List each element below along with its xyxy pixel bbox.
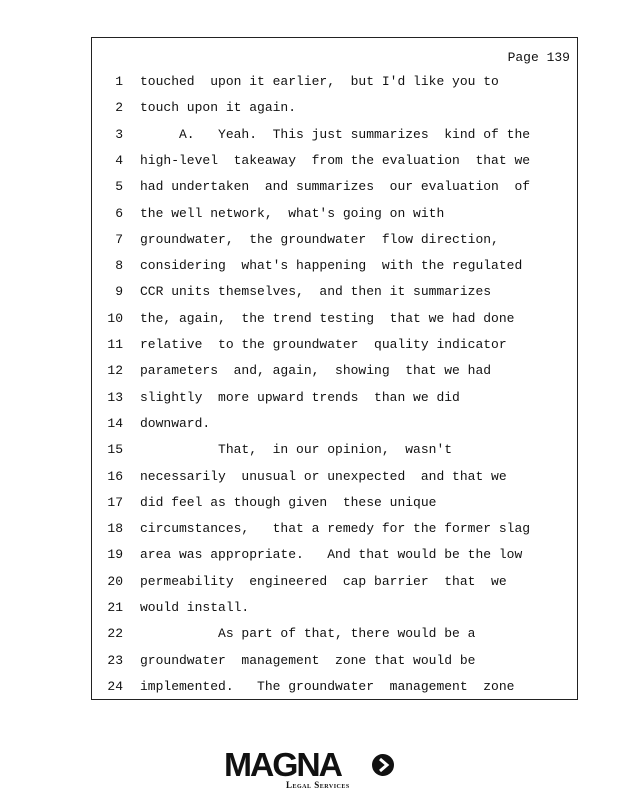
transcript-line	[92, 337, 577, 363]
transcript-line	[92, 679, 577, 705]
line-text: permeability engineered cap barrier that we	[140, 573, 507, 589]
transcript-line	[92, 442, 577, 468]
logo-subtitle: Legal Services	[286, 780, 350, 790]
transcript-line	[92, 469, 577, 495]
transcript-line	[92, 127, 577, 153]
line-text: considering what's happening with the regulated	[140, 258, 523, 274]
line-text: CCR units themselves, and then it summarizes	[140, 284, 492, 300]
transcript-line	[92, 547, 577, 573]
transcript-line	[92, 521, 577, 547]
line-number: 12	[107, 363, 123, 379]
line-number: 6	[115, 205, 123, 221]
line-text: downward.	[140, 415, 211, 431]
line-text: circumstances, that a remedy for the former slag	[140, 521, 531, 537]
line-number: 2	[115, 100, 123, 116]
line-number: 11	[107, 337, 123, 352]
transcript-line	[92, 390, 577, 416]
transcript-line	[92, 311, 577, 337]
line-number: 3	[115, 126, 123, 142]
line-text: the well network, what's going on with	[140, 205, 445, 221]
transcript-line	[92, 258, 577, 284]
line-number: 22	[107, 626, 123, 642]
line-text: had undertaken and summarizes our evaluation of	[140, 179, 531, 195]
line-number: 7	[115, 231, 123, 247]
transcript-line	[92, 100, 577, 126]
page-number: Page 139	[507, 50, 570, 65]
line-number: 10	[107, 310, 123, 326]
line-number: 16	[107, 468, 123, 484]
transcript-line	[92, 416, 577, 442]
transcript-line	[92, 206, 577, 232]
transcript-line	[92, 232, 577, 258]
line-text: area was appropriate. And that would be the low	[140, 547, 523, 563]
line-number: 5	[115, 179, 123, 195]
line-number: 24	[107, 678, 123, 694]
line-text: groundwater, the groundwater flow direction,	[140, 231, 499, 247]
transcript-line	[92, 284, 577, 310]
transcript-line	[92, 653, 577, 679]
line-number: 13	[107, 389, 123, 405]
transcript-line	[92, 179, 577, 205]
line-number: 17	[107, 494, 123, 510]
transcript-line	[92, 74, 577, 100]
line-text: groundwater management zone that would be	[140, 652, 476, 668]
line-number: 20	[107, 573, 123, 589]
line-number: 9	[115, 284, 123, 300]
line-text: relative to the groundwater quality indicator	[140, 337, 507, 352]
line-text: slightly more upward trends than we did	[140, 389, 460, 405]
line-text: touch upon it again.	[140, 100, 297, 116]
line-number: 1	[115, 74, 123, 89]
line-text: touched upon it earlier, but I'd like you to	[140, 74, 499, 89]
line-number: 15	[107, 442, 123, 458]
line-text: parameters and, again, showing that we had	[140, 363, 492, 379]
line-number: 23	[107, 652, 123, 668]
line-text: did feel as though given these unique	[140, 494, 437, 510]
transcript-line	[92, 600, 577, 626]
line-text: That, in our opinion, wasn't	[140, 442, 453, 458]
line-text: high-level takeaway from the evaluation that we	[140, 152, 531, 168]
magna-logo	[224, 748, 396, 792]
line-number: 8	[115, 258, 123, 274]
transcript-line	[92, 495, 577, 521]
line-number: 4	[115, 152, 123, 168]
line-text: the, again, the trend testing that we had done	[140, 310, 515, 326]
line-number: 14	[107, 415, 123, 431]
line-text: A. Yeah. This just summarizes kind of the	[140, 126, 531, 142]
line-text: implemented. The groundwater management zone	[140, 678, 515, 694]
line-number: 21	[107, 600, 123, 615]
line-text: As part of that, there would be a	[140, 626, 476, 642]
line-number: 18	[107, 521, 123, 537]
line-number: 19	[107, 547, 123, 563]
transcript-line	[92, 626, 577, 652]
line-text: necessarily unusual or unexpected and that we	[140, 468, 507, 484]
logo-wordmark: MAGNA	[224, 746, 341, 783]
line-text: would install.	[140, 600, 250, 615]
transcript-line	[92, 153, 577, 179]
transcript-line	[92, 574, 577, 600]
transcript-page	[91, 37, 578, 700]
transcript-line	[92, 363, 577, 389]
chevron-right-circle-icon	[372, 754, 394, 776]
